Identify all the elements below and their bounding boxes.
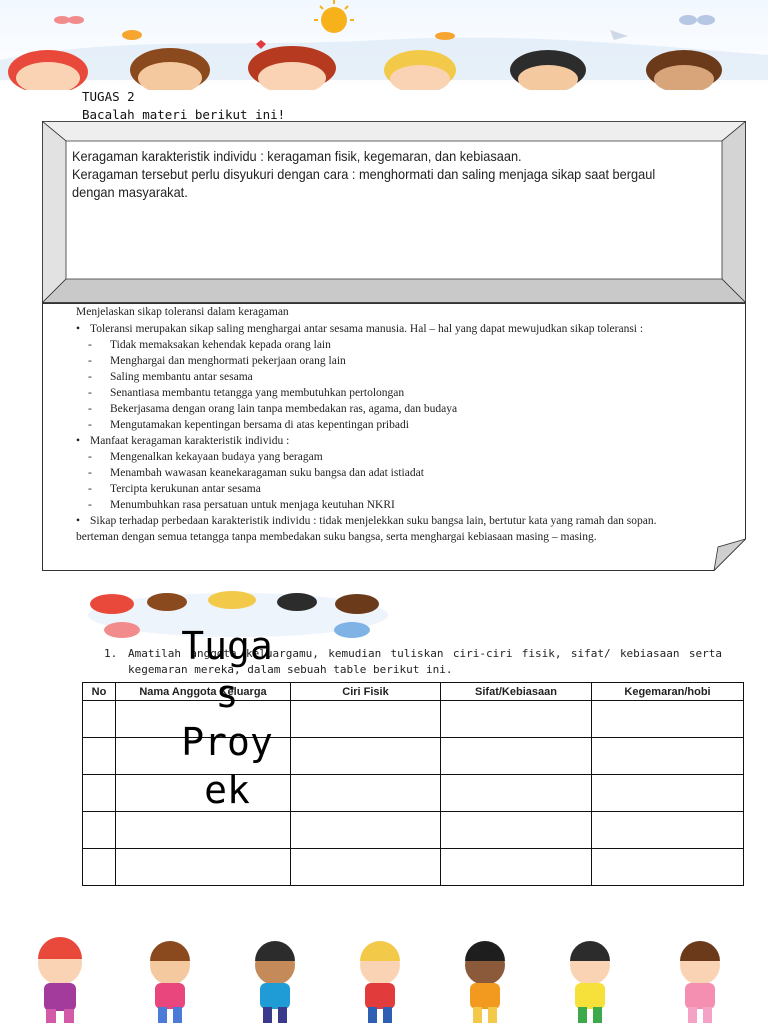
header-name: Nama Anggota Keluarga [116, 683, 291, 701]
table-cell[interactable] [592, 775, 744, 812]
table-cell[interactable] [441, 812, 592, 849]
list-item: - Bekerjasama dengan orang lain tanpa membedakan ras, agama, dan budaya [88, 403, 458, 415]
header-no: No [83, 683, 116, 701]
list-item: - Menambah wawasan keanekaragaman suku bangsa dan adat istiadat [88, 467, 424, 479]
kids-banner-top [0, 0, 768, 90]
table-cell[interactable] [592, 738, 744, 775]
table-cell[interactable] [441, 775, 592, 812]
table-cell[interactable] [83, 812, 116, 849]
list-item: - Saling membantu antar sesama [88, 371, 253, 383]
dancing-children [38, 937, 720, 1023]
bullet-benefits: • Manfaat keragaman karakteristik individu : [76, 435, 290, 447]
overlay-line: ek [204, 768, 250, 812]
header-habit: Sifat/Kebiasaan [441, 683, 592, 701]
table-cell[interactable] [291, 701, 441, 738]
table-cell[interactable] [116, 849, 291, 886]
task-number: 1. [104, 647, 118, 660]
frame1-text [72, 148, 692, 202]
bullet-continuation: berteman dengan semua tetangga tanpa membedakan suku bangsa, serta menghargai kebiasaan masing – masing. [76, 531, 597, 543]
table-cell[interactable] [592, 849, 744, 886]
table-cell[interactable] [83, 738, 116, 775]
task-label: TUGAS 2 [82, 89, 135, 104]
page-header [82, 88, 285, 124]
table-cell[interactable] [291, 812, 441, 849]
kids-banner-bottom [0, 935, 768, 1024]
overlay-line: Proy [181, 720, 273, 764]
list-item: - Tercipta kerukunan antar sesama [88, 483, 261, 495]
task-text: Amatilah anggota keluargamu, kemudian tuliskan ciri-ciri fisik, sifat/ kebiasaan serta kegemaran mereka, dalam sebuah table berikut ini. [128, 647, 722, 676]
section-heading: Menjelaskan sikap toleransi dalam keragaman [76, 306, 289, 318]
overlay-line: Tuga [181, 624, 273, 668]
table-row [83, 849, 744, 886]
table-row [83, 812, 744, 849]
table-cell[interactable] [83, 849, 116, 886]
table-cell[interactable] [83, 775, 116, 812]
bullet-tolerance: • Toleransi merupakan sikap saling menghargai antar sesama manusia. Hal – hal yang dapat mewujudkan sikap toleransi : [76, 323, 644, 335]
reading-instruction: Bacalah materi berikut ini! [82, 107, 286, 122]
table-cell[interactable] [116, 812, 291, 849]
table-cell[interactable] [592, 701, 744, 738]
overlay-line: s [215, 672, 239, 716]
table-cell[interactable] [441, 701, 592, 738]
list-item: - Senantiasa membantu tetangga yang membutuhkan pertolongan [88, 387, 405, 399]
table-cell[interactable] [291, 775, 441, 812]
list-item: - Mengenalkan kekayaan budaya yang beragam [88, 451, 323, 463]
list-item: - Mengutamakan kepentingan bersama di atas kepentingan pribadi [88, 419, 409, 431]
frame1-line-2: Keragaman tersebut perlu disyukuri dengan cara : menghormati dan saling menjaga sikap saat bergaul dengan masyarakat. [72, 167, 656, 200]
list-item: - Menumbuhkan rasa persatuan untuk menjaga keutuhan NKRI [88, 499, 395, 511]
table-cell[interactable] [291, 738, 441, 775]
table-cell[interactable] [441, 849, 592, 886]
header-physical: Ciri Fisik [291, 683, 441, 701]
table-cell[interactable] [83, 701, 116, 738]
table-cell[interactable] [441, 738, 592, 775]
list-item: - Tidak memaksakan kehendak kepada orang lain [88, 339, 331, 351]
table-cell[interactable] [291, 849, 441, 886]
tolerance-content [60, 306, 740, 548]
frame1-line-1: Keragaman karakteristik individu : keragaman fisik, kegemaran, dan kebiasaan. [72, 149, 522, 164]
bullet-attitude: • Sikap terhadap perbedaan karakteristik individu : tidak menjelekkan suku bangsa lain, bertutur kata yang ramah dan sopan. [76, 515, 657, 527]
project-task-overlay [162, 622, 292, 814]
table-cell[interactable] [592, 812, 744, 849]
header-hobby: Kegemaran/hobi [592, 683, 744, 701]
list-item: - Menghargai dan menghormati pekerjaan orang lain [88, 355, 346, 367]
